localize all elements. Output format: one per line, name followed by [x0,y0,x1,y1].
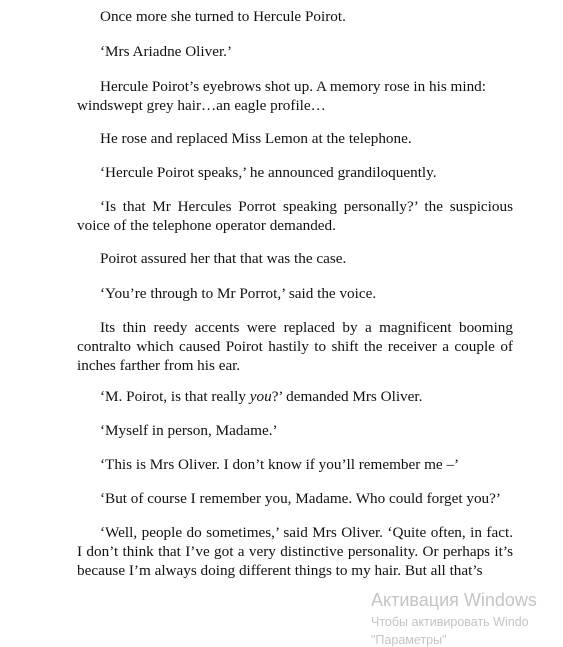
paragraph [77,387,513,406]
windows-activation-text: Чтобы активировать Windo [371,615,529,629]
paragraph: Hercule Poirot’s eyebrows shot up. A memory rose in his mind: windswept grey hair…an eagle profile… [77,78,486,114]
paragraph: ‘Hercule Poirot speaks,’ he announced grandiloquently. [100,164,437,181]
emphasized-word: you [249,388,272,405]
paragraph: He rose and replaced Miss Lemon at the telephone. [100,130,412,147]
windows-activation-settings-text: "Параметры" [371,633,447,647]
paragraph: ‘This is Mrs Oliver. I don’t know if you’ll remember me –’ [100,456,460,473]
paragraph-text: ‘M. Poirot, is that really [100,388,250,405]
paragraph: ‘Mrs Ariadne Oliver.’ [100,43,233,60]
paragraph: Its thin reedy accents were replaced by a magnificent booming contralto which caused Poirot hastily to shift the receiver a couple of inches farther from his ear. [77,319,513,374]
paragraph: Poirot assured her that that was the case. [100,250,347,267]
paragraph: ‘But of course I remember you, Madame. Who could forget you?’ [100,490,501,507]
paragraph-text: ?’ demanded Mrs Oliver. [271,388,423,405]
paragraph: ‘You’re through to Mr Porrot,’ said the voice. [100,285,377,302]
paragraph: Once more she turned to Hercule Poirot. [100,8,346,25]
paragraph: ‘Myself in person, Madame.’ [100,422,278,439]
paragraph: ‘Well, people do sometimes,’ said Mrs Oliver. ‘Quite often, in fact. I don’t think that I’ve got a very distinctive personality. Or perhaps it’s because I’m always doing different things to my hair. But all that’s [77,524,513,579]
windows-activation-title: Активация Windows [371,590,537,610]
paragraph: ‘Is that Mr Hercules Porrot speaking personally?’ the suspicious voice of the telephone operator demanded. [77,198,513,234]
